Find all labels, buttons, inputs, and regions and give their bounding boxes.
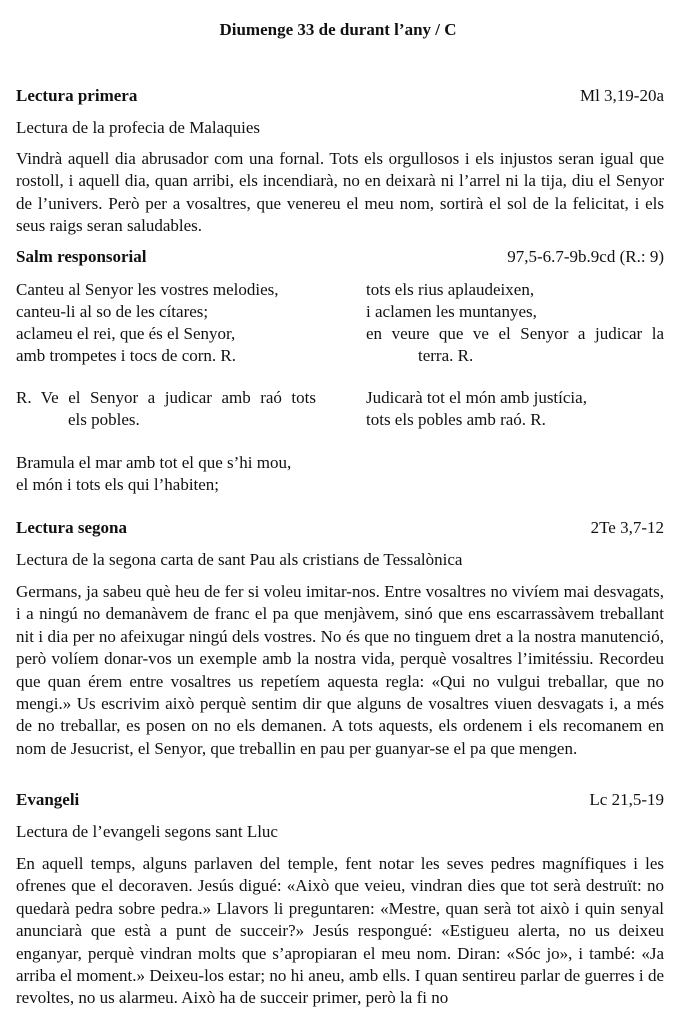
reading-source: Lectura de la segona carta de sant Pau als cristians de Tessalònica	[16, 550, 463, 569]
section-header-salm	[16, 246, 664, 268]
section-header-lectura-primera	[16, 85, 664, 107]
section-header-evangeli	[16, 789, 664, 811]
reading-source: Lectura de la profecia de Malaquies	[16, 118, 261, 137]
psalm-verse-line: aclameu el rei, que és el Senyor,	[16, 324, 236, 343]
bible-reference: Ml 3,19-20a	[579, 86, 664, 105]
section-heading: Evangeli	[16, 790, 80, 809]
psalm-verse-line: terra. R.	[418, 346, 474, 365]
psalm-response-line: els pobles.	[68, 410, 140, 429]
psalm-verse-line: Judicarà tot el món amb justícia,	[366, 388, 587, 407]
reading-text: En aquell temps, alguns parlaven del temple, fent notar les seves pedres magnífiques i les ofrenes que el decoraven. Jesús digué: «Això que veieu, vindran dies que tot serà destruït: no quedarà pedra sobre pedra.» Llavors li preguntaren: «Mestre, quan serà tot això i quin senyal anunciarà que està a punt de succeir?» Jesús respongué: «Estigueu alerta, no us deixeu enganyar, perquè vindran molts que s’apropiaran el meu nom. Diran: «Sóc jo», i també: «Ja arriba el moment.» Deixeu-los estar; no hi aneu, amb ells. I quan sentireu parlar de guerres i de revoltes, no us alarmeu. Això ha de succeir primer, però la fi no	[16, 854, 664, 1008]
bible-reference: 2Te 3,7-12	[590, 518, 664, 537]
psalm-response	[16, 387, 316, 431]
page-title: Diumenge 33 de durant l’any / C	[219, 20, 457, 39]
section-header-lectura-segona	[16, 517, 664, 539]
section-heading: Salm responsorial	[16, 247, 147, 266]
psalm-right-column	[366, 279, 664, 367]
reading-text: Vindrà aquell dia abrusador com una fornal. Tots els orgullosos i els injustos seran igual que rostoll, i aquell dia, quan arribi, els incendiarà, no en deixarà ni l’arrel ni la tija, diu el Senyor de l’univers. Però per a vosaltres, que venereu el meu nom, sortirà el sol de la felicitat, i els seus raigs seran saludables.	[16, 149, 664, 236]
psalm-verse-line: i aclamen les muntanyes,	[366, 302, 537, 321]
reading-source: Lectura de l’evangeli segons sant Lluc	[16, 822, 278, 841]
psalm-verse-line: el món i tots els qui l’habiten;	[16, 475, 220, 494]
psalm-verse-line: en veure que ve el Senyor a judicar la	[366, 324, 664, 343]
psalm-left-column-lower	[16, 452, 316, 496]
section-heading: Lectura primera	[16, 86, 138, 105]
psalm-verse-line: Bramula el mar amb tot el que s’hi mou,	[16, 453, 292, 472]
reading-text: Germans, ja sabeu què heu de fer si voleu imitar-nos. Entre vosaltres no vivíem mai desvagats, i a ningú no demanàvem de franc el pa que menjàvem, sinó que ens escarrassàvem treballant nit i dia per no afeixugar ningú dels vostres. No és que no tinguem dret a la nostra manutenció, però volíem donar-vos un exemple amb la nostra vida, perquè vosaltres l’imitéssiu. Recordeu que quan érem entre vosaltres us repetíem aquesta regla: «Qui no vulgui treballar, que no mengi.» Us escrivim això perquè sentim dir que alguns de vosaltres viuen desvagats i, a més de no treballar, es posen on no els demanen. A tots aquests, els ordenem i els recomanem en nom de Jesucrist, el Senyor, que treballin en pau per guanyar-se el pa que mengen.	[16, 582, 664, 758]
psalm-left-column	[16, 279, 316, 367]
psalm-verse-line: amb trompetes i tocs de corn. R.	[16, 346, 237, 365]
psalm-verse-line: tots els rius aplaudeixen,	[366, 280, 535, 299]
psalm-verse-line: tots els pobles amb raó. R.	[366, 410, 546, 429]
section-heading: Lectura segona	[16, 518, 127, 537]
psalm-response-line: R. Ve el Senyor a judicar amb raó tots	[16, 388, 316, 407]
bible-reference: Lc 21,5-19	[589, 790, 664, 809]
psalm-verse-line: canteu-li al so de les cítares;	[16, 302, 209, 321]
psalm-right-column-lower	[366, 387, 664, 431]
psalm-verse-line: Canteu al Senyor les vostres melodies,	[16, 280, 279, 299]
bible-reference: 97,5-6.7-9b.9cd (R.: 9)	[507, 247, 664, 266]
